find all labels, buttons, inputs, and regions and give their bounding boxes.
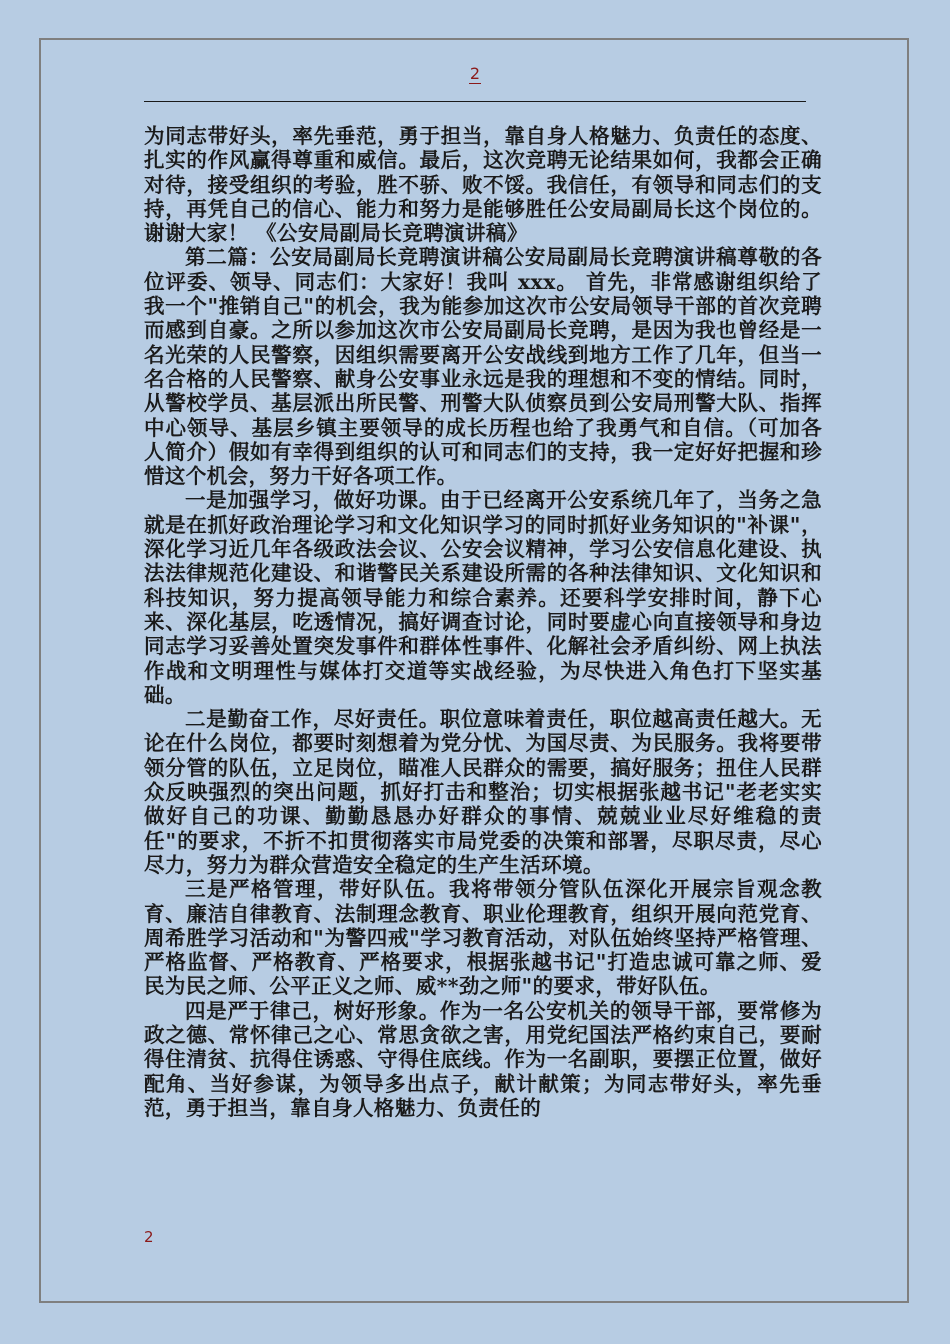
paragraph-1: 为同志带好头，率先垂范，勇于担当，靠自身人格魅力、负责任的态度、扎实的作风赢得尊重和威信。最后，这次竞聘无论结果如何，我都会正确对待，接受组织的考验，胜不骄、败不馁。我信任，有领导和同志们的支持，再凭自己的信心、能力和努力是能够胜任公安局副局长这个岗位的。谢谢大家！ 《公安局副局长竞聘演讲稿》 <box>144 124 822 246</box>
paragraph-2: 第二篇：公安局副局长竞聘演讲稿公安局副局长竞聘演讲稿尊敬的各位评委、领导、同志们：大家好！我叫 xxx。 首先，非常感谢组织给了我一个"推销自己"的机会，我为能参加这次市公安局领导干部的首次竞聘而感到自豪。之所以参加这次市公安局副局长竞聘，是因为我也曾经是一名光荣的人民警察，因组织需要离开公安战线到地方工作了几年，但当一名合格的人民警察、献身公安事业永远是我的理想和不变的情结。同时，从警校学员、基层派出所民警、刑警大队侦察员到公安局刑警大队、指挥中心领导、基层乡镇主要领导的成长历程也给了我勇气和自信。（可加各人简介）假如有幸得到组织的认可和同志们的支持，我一定好好把握和珍惜这个机会，努力干好各项工作。 <box>144 245 822 489</box>
paragraph-4: 二是勤奋工作，尽好责任。职位意味着责任，职位越高责任越大。无论在什么岗位，都要时刻想着为党分忧、为国尽责、为民服务。我将要带领分管的队伍，立足岗位，瞄准人民群众的需要，搞好服务；扭住人民群众反映强烈的突出问题，抓好打击和整治；切实根据张越书记"老老实实做好自己的功课、勤勤恳恳办好群众的事情、兢兢业业尽好维稳的责任"的要求，不折不扣贯彻落实市局党委的决策和部署，尽职尽责，尽心尽力，努力为群众营造安全稳定的生产生活环境。 <box>144 707 822 877</box>
paragraph-3: 一是加强学习，做好功课。由于已经离开公安系统几年了，当务之急就是在抓好政治理论学习和文化知识学习的同时抓好业务知识的"补课"，深化学习近几年各级政法会议、公安会议精神，学习公安信息化建设、执法法律规范化建设、和谐警民关系建设所需的各种法律知识、文化知识和科技知识，努力提高领导能力和综合素养。还要科学安排时间，静下心来、深化基层，吃透情况，搞好调查讨论，同时要虚心向直接领导和身边同志学习妥善处置突发事件和群体性事件、化解社会矛盾纠纷、网上执法作战和文明理性与媒体打交道等实战经验，为尽快进入角色打下坚实基础。 <box>144 488 822 707</box>
paragraph-6: 四是严于律己，树好形象。作为一名公安机关的领导干部，要常修为政之德、常怀律己之心、常思贪欲之害，用党纪国法严格约束自己，要耐得住清贫、抗得住诱惑、守得住底线。作为一名副职，要摆正位置，做好配角、当好参谋，为领导多出点子，献计献策；为同志带好头，率先垂范，勇于担当，靠自身人格魅力、负责任的 <box>144 998 822 1120</box>
footer-page-number: 2 <box>144 1228 154 1246</box>
paragraph-5: 三是严格管理，带好队伍。我将带领分管队伍深化开展宗旨观念教育、廉洁自律教育、法制理念教育、职业伦理教育，组织开展向范党育、周希胜学习活动和"为警四戒"学习教育活动，对队伍始终坚持严格管理、严格监督、严格教育、严格要求，根据张越书记"打造忠诚可靠之师、爱民为民之师、公平正义之师、威**劲之师"的要求，带好队伍。 <box>144 877 822 999</box>
header-page-number-text: 2 <box>469 64 481 83</box>
document-body <box>144 124 822 1120</box>
header-page-number <box>0 64 950 83</box>
header-rule <box>144 101 806 102</box>
